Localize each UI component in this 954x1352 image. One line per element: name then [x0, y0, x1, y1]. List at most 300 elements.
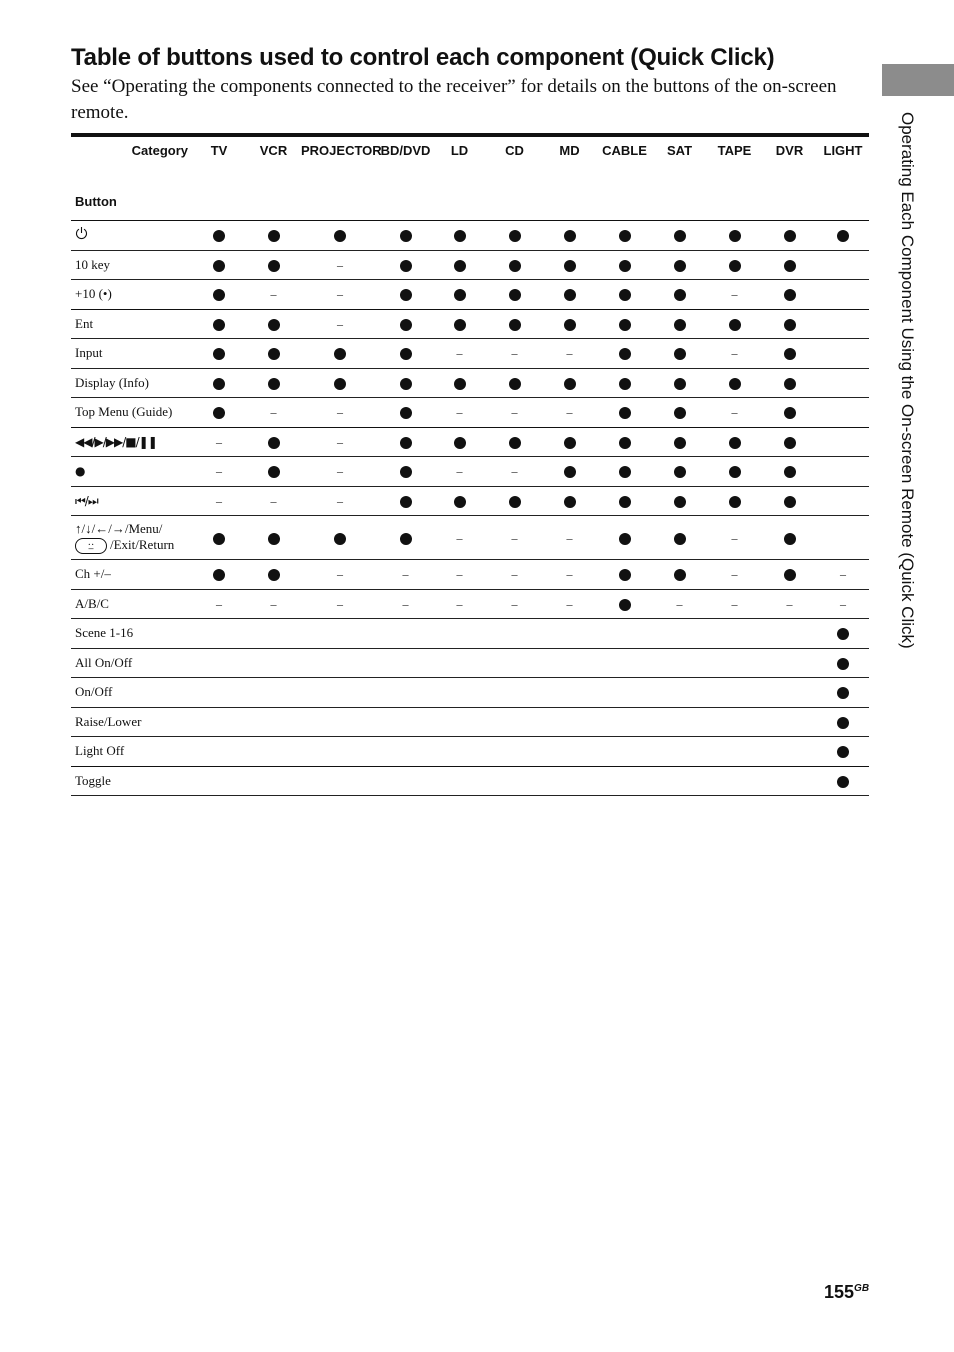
supported-dot-icon [619, 599, 631, 611]
supported-dot-icon [334, 533, 346, 545]
cell-projector [301, 589, 379, 619]
table-row [71, 309, 869, 339]
cell-tv [192, 619, 246, 649]
supported-dot-icon [509, 437, 521, 449]
cell-md [542, 486, 597, 516]
supported-dot-icon [619, 496, 631, 508]
supported-dot-icon [509, 378, 521, 390]
not-supported-dash: – [676, 596, 683, 611]
cell-sat [652, 707, 707, 737]
cell-vcr [246, 250, 301, 280]
supported-dot-icon [837, 628, 849, 640]
supported-dot-icon [784, 260, 796, 272]
supported-dot-icon [268, 348, 280, 360]
cell-light [817, 678, 869, 708]
cell-cd [487, 648, 542, 678]
cell-tape [707, 309, 762, 339]
cell-sat [652, 368, 707, 398]
not-supported-dash: – [456, 464, 463, 479]
cell-tape [707, 589, 762, 619]
supported-dot-icon [268, 466, 280, 478]
cell-projector [301, 280, 379, 310]
cell-bd-dvd [379, 678, 432, 708]
cell-cable [597, 339, 652, 369]
cell-cable [597, 619, 652, 649]
supported-dot-icon [619, 533, 631, 545]
supported-dot-icon [509, 319, 521, 331]
cell-light [817, 457, 869, 487]
row-label [71, 457, 192, 487]
supported-dot-icon [213, 378, 225, 390]
cell-vcr [246, 737, 301, 767]
supported-dot-icon [334, 378, 346, 390]
table-row [71, 648, 869, 678]
table-row [71, 707, 869, 737]
supported-dot-icon [400, 319, 412, 331]
cell-vcr [246, 309, 301, 339]
cell-light [817, 368, 869, 398]
cell-cable [597, 737, 652, 767]
not-supported-dash: – [337, 464, 343, 479]
cell-tape [707, 766, 762, 796]
cell-bd-dvd [379, 516, 432, 560]
cell-bd-dvd [379, 560, 432, 590]
supported-dot-icon [564, 437, 576, 449]
not-supported-dash: – [511, 567, 518, 582]
cell-vcr [246, 648, 301, 678]
cell-tape [707, 516, 762, 560]
table-body [71, 221, 869, 796]
supported-dot-icon [509, 289, 521, 301]
not-supported-dash: – [456, 596, 463, 611]
supported-dot-icon [837, 687, 849, 699]
supported-dot-icon [400, 230, 412, 242]
cell-ld [432, 221, 487, 251]
cell-light [817, 309, 869, 339]
cell-cd [487, 516, 542, 560]
supported-dot-icon [268, 230, 280, 242]
not-supported-dash: – [337, 257, 343, 272]
column-header-dvr: DVR [762, 135, 817, 221]
page-number-value: 155 [824, 1282, 855, 1302]
row-label [71, 516, 192, 560]
row-label [71, 309, 192, 339]
supported-dot-icon [784, 437, 796, 449]
cell-md [542, 280, 597, 310]
table-row [71, 427, 869, 457]
row-label [71, 678, 192, 708]
button-label: Button [75, 194, 117, 209]
cell-ld [432, 516, 487, 560]
not-supported-dash: – [566, 405, 573, 420]
cell-ld [432, 560, 487, 590]
row-label-text: Input [75, 345, 103, 361]
supported-dot-icon [213, 407, 225, 419]
cell-ld [432, 457, 487, 487]
row-label-text: Ch +/– [75, 566, 111, 582]
not-supported-dash: – [337, 567, 343, 582]
cell-tv [192, 737, 246, 767]
intro-paragraph: See “Operating the components connected to the receiver” for details on the buttons of the on-screen remote. [71, 76, 837, 123]
supported-dot-icon [674, 569, 686, 581]
cell-tv [192, 368, 246, 398]
cell-tape [707, 339, 762, 369]
row-label-text: ◀◀/▶/▶▶/■/❚❚ [75, 434, 157, 449]
column-header-tape: TAPE [707, 135, 762, 221]
cell-projector [301, 516, 379, 560]
cell-ld [432, 648, 487, 678]
supported-dot-icon [619, 348, 631, 360]
cell-sat [652, 221, 707, 251]
cell-ld [432, 427, 487, 457]
cell-dvr [762, 221, 817, 251]
cell-cd [487, 250, 542, 280]
cell-cd [487, 619, 542, 649]
supported-dot-icon [564, 260, 576, 272]
cell-md [542, 737, 597, 767]
supported-dot-icon [564, 289, 576, 301]
cell-tv [192, 707, 246, 737]
supported-dot-icon [619, 437, 631, 449]
supported-dot-icon [400, 378, 412, 390]
supported-dot-icon [619, 230, 631, 242]
supported-dot-icon [729, 260, 741, 272]
table-row [71, 766, 869, 796]
cell-sat [652, 398, 707, 428]
cell-tape [707, 678, 762, 708]
cell-cable [597, 516, 652, 560]
column-header-cd: CD [487, 135, 542, 221]
supported-dot-icon [454, 319, 466, 331]
not-supported-dash: – [216, 434, 222, 449]
cell-projector [301, 560, 379, 590]
supported-dot-icon [564, 319, 576, 331]
supported-dot-icon [674, 378, 686, 390]
cell-vcr [246, 486, 301, 516]
cell-bd-dvd [379, 648, 432, 678]
cell-bd-dvd [379, 221, 432, 251]
cell-vcr [246, 427, 301, 457]
supported-dot-icon [334, 230, 346, 242]
not-supported-dash: – [511, 346, 518, 361]
cell-cable [597, 309, 652, 339]
cell-md [542, 678, 597, 708]
cell-light [817, 737, 869, 767]
supported-dot-icon [729, 230, 741, 242]
row-label-text: +10 (•) [75, 286, 112, 302]
cell-ld [432, 737, 487, 767]
cell-ld [432, 619, 487, 649]
cell-projector [301, 648, 379, 678]
cell-dvr [762, 648, 817, 678]
cell-cable [597, 766, 652, 796]
supported-dot-icon [564, 230, 576, 242]
cell-tape [707, 221, 762, 251]
cell-md [542, 589, 597, 619]
not-supported-dash: – [566, 346, 573, 361]
supported-dot-icon [334, 348, 346, 360]
row-label [71, 280, 192, 310]
cell-ld [432, 589, 487, 619]
cell-projector [301, 309, 379, 339]
supported-dot-icon [784, 319, 796, 331]
not-supported-dash: – [511, 405, 518, 420]
cell-light [817, 619, 869, 649]
table-row [71, 398, 869, 428]
supported-dot-icon [619, 569, 631, 581]
cell-vcr [246, 560, 301, 590]
cell-bd-dvd [379, 280, 432, 310]
cell-tape [707, 280, 762, 310]
cell-tv [192, 398, 246, 428]
cell-tape [707, 648, 762, 678]
supported-dot-icon [564, 378, 576, 390]
column-header-vcr: VCR [246, 135, 301, 221]
supported-dot-icon [213, 319, 225, 331]
cell-tv [192, 766, 246, 796]
not-supported-dash: – [456, 530, 463, 545]
supported-dot-icon [729, 319, 741, 331]
supported-dot-icon [213, 260, 225, 272]
not-supported-dash: – [511, 530, 518, 545]
not-supported-dash: – [402, 567, 409, 582]
row-label-text: 10 key [75, 256, 111, 272]
cell-dvr [762, 737, 817, 767]
cell-projector [301, 368, 379, 398]
not-supported-dash: – [511, 596, 518, 611]
not-supported-dash: – [216, 596, 222, 611]
cell-tv [192, 250, 246, 280]
cell-md [542, 398, 597, 428]
supported-dot-icon [454, 289, 466, 301]
cell-sat [652, 280, 707, 310]
not-supported-dash: – [337, 405, 343, 420]
not-supported-dash: – [337, 287, 343, 302]
not-supported-dash: – [731, 405, 738, 420]
cell-tape [707, 457, 762, 487]
page-number [824, 1282, 869, 1303]
cell-tv [192, 648, 246, 678]
cell-tv [192, 516, 246, 560]
cell-tv [192, 339, 246, 369]
cell-tape [707, 619, 762, 649]
supported-dot-icon [619, 319, 631, 331]
supported-dot-icon [619, 289, 631, 301]
supported-dot-icon [784, 378, 796, 390]
cell-ld [432, 678, 487, 708]
cell-sat [652, 486, 707, 516]
row-label [71, 560, 192, 590]
supported-dot-icon [674, 496, 686, 508]
cell-md [542, 368, 597, 398]
row-label-line1: ↑/↓/←/→/Menu/ [75, 520, 163, 536]
cell-cable [597, 368, 652, 398]
cell-vcr [246, 678, 301, 708]
table-row [71, 560, 869, 590]
cell-cable [597, 250, 652, 280]
cell-bd-dvd [379, 368, 432, 398]
row-label-text: All On/Off [75, 654, 133, 670]
cell-cd [487, 486, 542, 516]
table-row [71, 457, 869, 487]
supported-dot-icon [674, 466, 686, 478]
table-row [71, 486, 869, 516]
cell-dvr [762, 707, 817, 737]
row-label-text: Ent [75, 315, 94, 331]
cell-bd-dvd [379, 589, 432, 619]
cell-tape [707, 737, 762, 767]
cell-light [817, 707, 869, 737]
supported-dot-icon [619, 378, 631, 390]
cell-cable [597, 707, 652, 737]
table-row [71, 589, 869, 619]
cell-bd-dvd [379, 619, 432, 649]
not-supported-dash: – [731, 596, 738, 611]
cell-tv [192, 589, 246, 619]
supported-dot-icon [268, 569, 280, 581]
cell-tape [707, 427, 762, 457]
supported-dot-icon [674, 319, 686, 331]
not-supported-dash: – [731, 346, 738, 361]
cell-tape [707, 486, 762, 516]
row-label-text: ⏮/⏭ [75, 493, 98, 508]
row-label-text: Scene 1-16 [75, 625, 134, 641]
cell-cd [487, 280, 542, 310]
page-title: Table of buttons used to control each component (Quick Click) [71, 44, 775, 71]
row-label-text: Display (Info) [75, 374, 150, 390]
table-row [71, 516, 869, 560]
cell-md [542, 619, 597, 649]
not-supported-dash: – [402, 596, 409, 611]
cell-cable [597, 589, 652, 619]
cell-vcr [246, 589, 301, 619]
not-supported-dash: – [566, 596, 573, 611]
cell-ld [432, 250, 487, 280]
supported-dot-icon [729, 466, 741, 478]
supported-dot-icon [213, 533, 225, 545]
supported-dot-icon [509, 496, 521, 508]
category-label: Category [131, 143, 188, 158]
cell-vcr [246, 707, 301, 737]
not-supported-dash: – [731, 567, 738, 582]
cell-cd [487, 221, 542, 251]
not-supported-dash: – [786, 596, 793, 611]
table-row [71, 619, 869, 649]
supported-dot-icon [454, 230, 466, 242]
supported-dot-icon [400, 407, 412, 419]
row-label [71, 221, 192, 251]
not-supported-dash: – [511, 464, 518, 479]
cell-bd-dvd [379, 427, 432, 457]
supported-dot-icon [674, 407, 686, 419]
cell-projector [301, 707, 379, 737]
not-supported-dash: – [216, 464, 222, 479]
not-supported-dash: – [840, 567, 846, 582]
cell-projector [301, 221, 379, 251]
cell-tv [192, 486, 246, 516]
supported-dot-icon [268, 437, 280, 449]
cell-projector [301, 250, 379, 280]
supported-dot-icon [454, 260, 466, 272]
cell-dvr [762, 560, 817, 590]
supported-dot-icon [400, 348, 412, 360]
cell-sat [652, 589, 707, 619]
cell-cable [597, 280, 652, 310]
cell-sat [652, 619, 707, 649]
cell-ld [432, 766, 487, 796]
cell-dvr [762, 766, 817, 796]
cell-vcr [246, 280, 301, 310]
supported-dot-icon [619, 407, 631, 419]
cell-md [542, 250, 597, 280]
not-supported-dash: – [337, 434, 343, 449]
cell-tape [707, 707, 762, 737]
row-label [71, 486, 192, 516]
column-header-projector: PROJECTOR [301, 135, 379, 221]
supported-dot-icon [213, 289, 225, 301]
cell-sat [652, 560, 707, 590]
cell-light [817, 339, 869, 369]
not-supported-dash: – [270, 596, 277, 611]
cell-projector [301, 766, 379, 796]
cell-ld [432, 368, 487, 398]
supported-dot-icon [268, 533, 280, 545]
not-supported-dash: – [270, 493, 277, 508]
supported-dot-icon [400, 289, 412, 301]
supported-dot-icon [509, 260, 521, 272]
not-supported-dash: – [456, 346, 463, 361]
not-supported-dash: – [270, 405, 277, 420]
supported-dot-icon [564, 496, 576, 508]
row-label [71, 368, 192, 398]
not-supported-dash: – [270, 287, 277, 302]
cell-cd [487, 427, 542, 457]
cell-sat [652, 250, 707, 280]
cell-sat [652, 516, 707, 560]
cell-light [817, 589, 869, 619]
cell-ld [432, 398, 487, 428]
cell-cd [487, 707, 542, 737]
row-label [71, 339, 192, 369]
supported-dot-icon [213, 569, 225, 581]
not-supported-dash: – [731, 530, 738, 545]
cell-cable [597, 678, 652, 708]
supported-dot-icon [837, 658, 849, 670]
cell-tv [192, 678, 246, 708]
cell-sat [652, 339, 707, 369]
cell-tv [192, 427, 246, 457]
row-label-text: A/B/C [75, 595, 109, 611]
cell-projector [301, 339, 379, 369]
cell-dvr [762, 339, 817, 369]
cell-sat [652, 309, 707, 339]
cell-light [817, 280, 869, 310]
column-header-tv: TV [192, 135, 246, 221]
column-header-ld: LD [432, 135, 487, 221]
supported-dot-icon [784, 348, 796, 360]
table-row [71, 368, 869, 398]
cell-dvr [762, 280, 817, 310]
cell-cd [487, 398, 542, 428]
cell-md [542, 427, 597, 457]
cell-tape [707, 368, 762, 398]
row-label [71, 648, 192, 678]
row-label-text: Light Off [75, 743, 125, 759]
table-row [71, 339, 869, 369]
cell-dvr [762, 309, 817, 339]
cell-tv [192, 221, 246, 251]
cell-projector [301, 457, 379, 487]
